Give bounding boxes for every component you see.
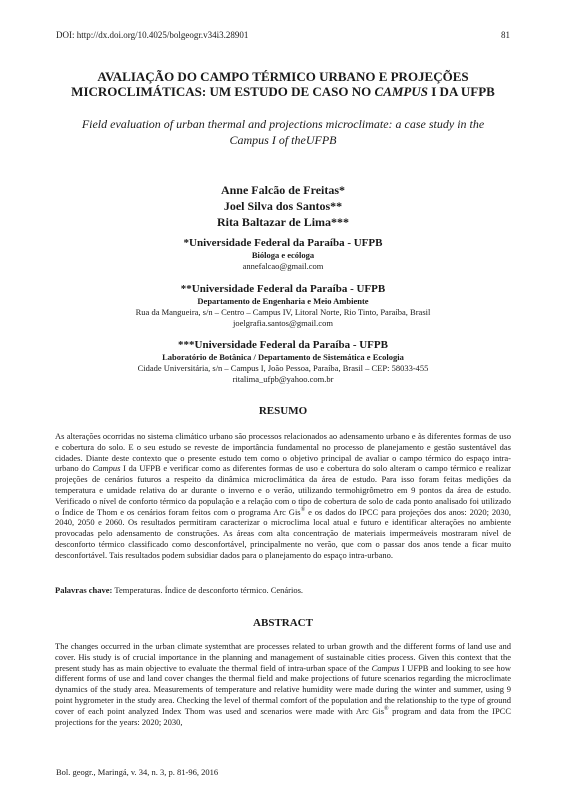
abstract-heading: ABSTRACT [253,617,313,629]
resumo-heading: RESUMO [258,405,308,417]
resumo-registered-mark: ® [300,506,306,513]
affiliation-3 [40,338,526,385]
affiliation-1-institution: *Universidade Federal da Paraíba - UFPB [183,237,383,249]
abstract-text-part-1: The changes occurred in the urban climate systemthat are processes related to urban growth and the different forms of land use and cover. His study is of crucial importance in the planning and management of sustainable cities process. Given this context that the present study has as main objective to evaluate the thermal field of intra-urban space of the [55,641,511,673]
resumo-campus-italic: Campus [92,463,121,474]
resumo-text-part-3: e os dados do IPCC para projeções dos anos: 2020; 2030, 2040, 2050 e 2060. Os resultados permitiram caracterizar o microclima local atual e futuro e identificar alterações no ambiente provocadas pelo adensamento de construções. As áreas com alta concentração de materiais impermeáveis mostraram nível de desconforto térmico classificado como desconfortável, principalmente no verão, que com o passar dos anos tende a ficar muito desconfortável. Tais resultados podem subsidiar dados para o planejamento do espaço intra-urbano. [55,506,511,560]
resumo-text-part-1: As alterações ocorridas no sistema climático urbano são processos relacionados ao adensamento urbano e às diferentes formas de uso e cobertura do solo. E o seu estudo se reveste de importância fundamental no processo de planejamento e gestão sustentável das cidades. Diante deste contexto que o presente estudo tem como o objetivo principal de avaliar o campo térmico do espaço intra-urbano do [55,431,511,474]
affiliation-1-email: annefalcao@gmail.com [242,261,324,271]
abstract-text [55,641,511,727]
abstract-campus-italic: Campus [371,662,400,673]
keywords-label: Palavras chave: [55,585,113,595]
page-number: 81 [501,30,510,40]
affiliation-2-address: Rua da Mangueira, s/n – Centro – Campus IV, Litoral Norte, Rio Tinto, Paraíba, Brasil [135,307,431,317]
title-campus-italic: CAMPUS [374,84,428,99]
english-title-line-1: Field evaluation of urban thermal and projections microclimate: a case study in the [81,117,485,131]
title-line-1: AVALIAÇÃO DO CAMPO TÉRMICO URBANO E PROJEÇÕES [97,69,469,84]
author-list [0,182,566,230]
keywords-line [55,585,511,596]
abstract-registered-mark: ® [384,705,389,712]
abstract-text-part-2: I UFPB and looking to see how different forms of use and land cover changes the thermal field and make projections of future scenarios regarding the microclimate dynamics of the study area. Measurements of temperature and relative humidity were made during the winter and summer, using 9 point hygrometer in the study area. Checking the level of thermal comfort of the population and the relationship to the type of ground cover of each point analyzed Index Thom was used and scenarios were made with Arc Gis [55,662,511,716]
affiliation-3-address: Cidade Universitária, s/n – Campus I, João Pessoa, Paraíba, Brasil – CEP: 58033-455 [137,363,429,373]
english-title-line-2: Campus I of theUFPB [229,133,337,147]
author-1: Anne Falcão de Freitas* [220,183,346,197]
title-line-2-start: MICROCLIMÁTICAS: UM ESTUDO DE CASO NO [71,84,375,99]
affiliation-2 [40,282,526,329]
resumo-text [55,431,511,561]
title-line-2 [50,84,516,99]
affiliation-3-department: Laboratório de Botânica / Departamento de Sistemática e Ecologia [162,352,404,362]
english-title [60,116,506,148]
affiliation-2-department: Departamento de Engenharia e Meio Ambiente [197,296,369,306]
resumo-text-part-2: I da UFPB e verificar como as diferentes formas de uso e cobertura do solo alteram o campo térmico e realizar projeções de cenários futuros a respeito da dinâmica microclimática da área de estudo. Para isso foram feitas medições da temperatura e umidade relativa do ar durante o inverno e o verão, utilizando termohigrômetro em 9 pontos da área de estudo. Verificado o nível de conforto térmico da população e a relação com o tipo de cobertura de solo de cada ponto analisado foi utilizado o Índice de Thom e os cenários foram feitos com o programa Arc Gis [55,463,511,517]
doi-text: DOI: http://dx.doi.org/10.4025/bolgeogr.v34i3.28901 [56,30,249,40]
abstract-text-part-3: program and data from the IPCC projections for the years: 2020; 2030, [55,705,512,727]
affiliation-2-institution: **Universidade Federal da Paraíba - UFPB [180,283,386,295]
page-footer: Bol. geogr., Maringá, v. 34, n. 3, p. 81-96, 2016 [56,767,219,777]
affiliation-1 [40,236,526,272]
affiliation-2-email: joelgrafia.santos@gmail.com [233,318,333,328]
keywords-text: Temperaturas. Índice de desconforto térmico. Cenários. [112,585,304,595]
page-header [56,30,510,40]
author-3: Rita Baltazar de Lima*** [216,215,350,229]
affiliation-3-email: ritalima_ufpb@yahoo.com.br [232,374,334,384]
affiliation-3-institution: ***Universidade Federal da Paraíba - UFPB [178,339,388,351]
affiliation-1-role: Bióloga e ecóloga [251,250,315,260]
author-2: Joel Silva dos Santos** [223,199,343,213]
paper-title [50,69,516,99]
title-line-2-end: I DA UFPB [428,84,495,99]
